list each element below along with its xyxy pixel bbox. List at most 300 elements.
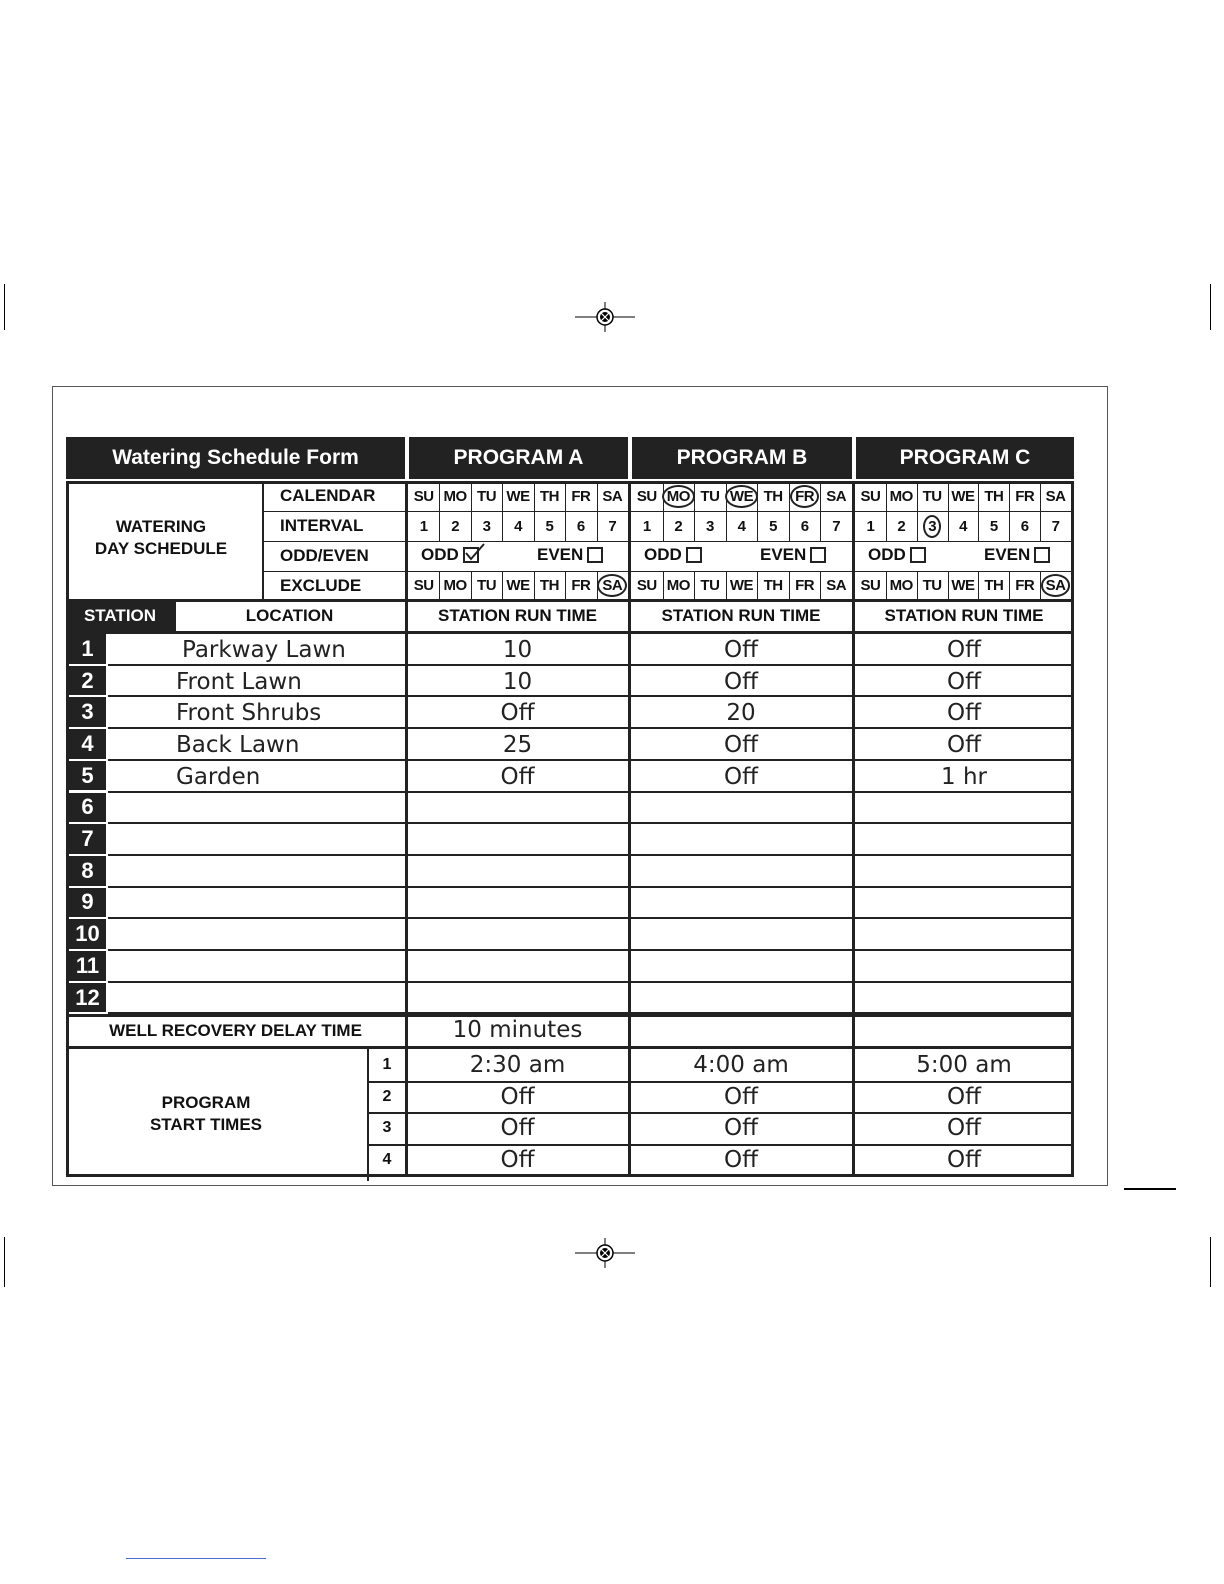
rule-line [663,512,664,541]
station-run-time[interactable] [631,793,851,825]
exclude-day-cell[interactable] [534,573,565,598]
calendar-day-cell[interactable] [1009,483,1040,510]
station-run-time[interactable]: Off [724,731,758,758]
day-label: MO [662,485,695,508]
interval-day-cell[interactable] [408,513,439,540]
interval-day-cell[interactable] [694,513,726,540]
crop-mark [4,284,5,330]
station-number: 5 [69,761,106,791]
calendar-day-cell[interactable] [565,483,596,510]
row-label-odd_even: ODD/EVEN [280,546,369,565]
station-run-time[interactable]: Off [947,731,981,758]
rule-line [789,572,790,599]
station-run-time[interactable] [408,919,627,951]
station-number: 12 [69,983,106,1013]
calendar-day-cell[interactable] [694,483,726,510]
interval-day-cell[interactable] [534,513,565,540]
exclude-day-cell[interactable] [948,573,979,598]
crop-mark [4,1237,5,1287]
station-number: 9 [69,888,106,918]
interval-day-cell[interactable] [917,513,948,540]
exclude-day-cell[interactable] [663,573,695,598]
calendar-day-cell[interactable] [439,483,470,510]
day-label: TH [763,577,783,594]
checkmark-icon [464,543,486,563]
day-label: SA [826,577,847,594]
rule-line [439,512,440,541]
day-label: FR [1015,577,1035,594]
day-label: 7 [1051,518,1060,535]
calendar-day-cell[interactable] [631,483,663,510]
station-run-time[interactable]: Off [724,636,758,663]
station-location[interactable]: Back Lawn [176,731,300,758]
rule-line [726,572,727,599]
odd-checkbox-checked[interactable] [463,547,479,563]
station-run-time[interactable] [631,919,851,951]
exclude-day-cell[interactable] [597,573,628,598]
interval-day-cell[interactable] [757,513,789,540]
crop-mark [1210,1237,1211,1287]
calendar-day-cell[interactable] [1040,483,1071,510]
interval-day-cell[interactable] [565,513,596,540]
watering-schedule-form [66,437,1074,1177]
rule-line [502,482,503,511]
rule-line [565,512,566,541]
calendar-day-cell[interactable] [597,483,628,510]
calendar-day-cell[interactable] [726,483,758,510]
rule-line [66,1174,1074,1177]
station-run-time[interactable] [631,951,851,983]
rule-line [597,482,598,511]
interval-day-cell[interactable] [471,513,502,540]
day-label: 5 [545,518,554,535]
rule-line [820,482,821,511]
station-run-time[interactable] [631,983,851,1015]
odd-label: ODD [644,545,682,564]
calendar-day-cell[interactable] [663,483,695,510]
station-number: 8 [69,856,106,886]
exclude-day-cell[interactable] [471,573,502,598]
day-label: SA [597,574,627,597]
station-run-time[interactable] [408,951,627,983]
day-label: MO [666,577,690,594]
day-label: 6 [576,518,585,535]
odd-label: ODD [421,545,459,564]
row-label-calendar: CALENDAR [280,486,376,505]
exclude-day-cell[interactable] [917,573,948,598]
rule-line [597,512,598,541]
well-recovery-value[interactable]: 10 minutes [452,1017,583,1044]
day-label: FR [571,577,591,594]
rule-line [502,512,503,541]
even-label: EVEN [537,545,584,564]
interval-day-cell[interactable] [948,513,979,540]
start-time-value[interactable]: Off [500,1115,535,1142]
day-label: 1 [419,518,428,535]
day-label: WE [506,577,530,594]
day-label: WE [951,488,975,505]
station-run-time[interactable] [408,888,627,920]
program-header: PROGRAM C [856,437,1074,479]
station-run-time[interactable] [631,856,851,888]
rule-line [1009,512,1010,541]
exclude-day-cell[interactable] [820,573,852,598]
station-run-time[interactable] [408,856,627,888]
start-time-value[interactable]: Off [947,1083,981,1110]
start-time-value[interactable]: Off [947,1146,981,1173]
station-location[interactable]: Garden [176,763,261,790]
odd-label: ODD [868,545,906,564]
rule-line [1040,512,1041,541]
day-label: 2 [897,518,906,535]
start-time-value[interactable]: Off [724,1146,758,1173]
registration-mark-icon [575,1238,635,1268]
station-location[interactable] [136,951,376,983]
day-label: MO [889,577,913,594]
day-label: WE [729,577,754,594]
calendar-day-cell[interactable] [408,483,439,510]
rule-line [471,572,472,599]
day-label: 2 [451,518,460,535]
rule-line [471,512,472,541]
odd-option[interactable] [421,545,479,565]
station-run-time[interactable]: 20 [726,700,756,727]
odd-option[interactable] [868,545,926,565]
well-recovery-value[interactable] [631,1014,851,1046]
rule-line [471,482,472,511]
station-run-time[interactable] [408,983,627,1015]
day-label: TU [477,577,497,594]
day-label: SA [826,488,847,505]
day-schedule-label: DAY SCHEDULE [94,539,228,558]
rule-line [917,512,918,541]
rule-line [597,572,598,599]
interval-day-cell[interactable] [855,513,886,540]
rule-line [978,572,979,599]
day-label: MO [443,577,467,594]
watering-label: WATERING [115,517,207,536]
header-gap [405,437,408,479]
station-run-time[interactable]: 25 [502,731,533,758]
exclude-day-cell[interactable] [1009,573,1040,598]
start-time-number: 2 [382,1087,392,1105]
exclude-day-cell[interactable] [789,573,821,598]
station-header: STATION [66,601,174,631]
station-run-time[interactable] [855,824,1073,856]
day-label: SA [602,488,623,505]
even-checkbox[interactable] [587,547,603,563]
header-gap [852,437,855,479]
header-gap [628,437,631,479]
day-label: 1 [642,518,651,535]
exclude-day-cell[interactable] [1040,573,1071,598]
day-label: 1 [866,518,875,535]
station-run-time[interactable]: Off [500,700,535,727]
day-label: 4 [959,518,967,535]
station-location[interactable] [136,793,376,825]
station-run-time[interactable] [855,951,1073,983]
start-time-value[interactable]: Off [500,1146,535,1173]
day-label: 4 [514,518,522,535]
station-number: 6 [69,793,106,823]
day-label: 2 [674,518,683,535]
rule-line [694,482,695,511]
day-label: TU [922,488,942,505]
rule-line [948,482,949,511]
day-label: TH [539,488,559,505]
exclude-day-cell[interactable] [631,573,663,598]
station-location[interactable]: Parkway Lawn [182,636,346,663]
interval-day-cell[interactable] [726,513,758,540]
day-label: WE [951,577,975,594]
day-label: 7 [832,518,841,535]
rule-line [789,482,790,511]
station-run-time[interactable] [855,919,1073,951]
station-location[interactable] [136,856,376,888]
day-label: FR [1015,488,1035,505]
row-label-interval: INTERVAL [280,516,364,535]
calendar-day-cell[interactable] [534,483,565,510]
location-header: LOCATION [245,606,334,625]
odd-option[interactable] [644,545,702,565]
exclude-day-cell[interactable] [886,573,917,598]
even-option[interactable] [760,545,826,565]
day-label: 3 [706,518,714,535]
even-checkbox[interactable] [810,547,826,563]
day-label: 5 [769,518,777,535]
calendar-day-cell[interactable] [789,483,821,510]
rule-line [694,512,695,541]
day-label: FR [790,485,819,508]
station-number: 10 [69,919,106,949]
rule-line [1009,572,1010,599]
rule-line [978,482,979,511]
calendar-day-cell[interactable] [948,483,979,510]
exclude-day-cell[interactable] [694,573,726,598]
station-location[interactable] [136,919,376,951]
rule-line [694,572,695,599]
exclude-day-cell[interactable] [439,573,470,598]
interval-day-cell[interactable] [789,513,821,540]
rule-line [886,572,887,599]
rule-line [1009,482,1010,511]
start-time-value[interactable]: 5:00 am [916,1052,1012,1079]
rule-line [757,482,758,511]
day-label: 3 [923,515,941,538]
day-label: 6 [1020,518,1029,535]
rule-line [726,482,727,511]
interval-day-cell[interactable] [978,513,1009,540]
rule-line [502,572,503,599]
interval-day-cell[interactable] [631,513,663,540]
rule-line [534,512,535,541]
station-run-time[interactable]: Off [724,668,758,695]
rule-line [439,572,440,599]
well-recovery-value[interactable] [855,1014,1073,1046]
day-label: 5 [989,518,998,535]
rule-line [757,512,758,541]
calendar-day-cell[interactable] [855,483,886,510]
day-label: MO [889,488,913,505]
rule-line [565,572,566,599]
rule-line [663,482,664,511]
even-option[interactable] [537,545,603,565]
day-label: WE [506,488,530,505]
station-run-time[interactable] [855,888,1073,920]
day-label: SU [860,577,881,594]
day-label: SA [1041,574,1071,597]
day-label: SU [636,577,657,594]
odd-checkbox[interactable] [910,547,926,563]
day-label: FR [795,577,815,594]
interval-day-cell[interactable] [502,513,533,540]
calendar-day-cell[interactable] [471,483,502,510]
day-label: MO [443,488,467,505]
interval-day-cell[interactable] [663,513,695,540]
rule-line [757,572,758,599]
start-time-value[interactable]: Off [500,1083,535,1110]
interval-day-cell[interactable] [1009,513,1040,540]
rule-line [917,572,918,599]
exclude-day-cell[interactable] [978,573,1009,598]
form-title: Watering Schedule Form [66,437,405,479]
interval-day-cell[interactable] [1040,513,1071,540]
start-time-value[interactable]: Off [947,1115,981,1142]
station-number: 11 [69,951,106,981]
rule-line [948,572,949,599]
even-label: EVEN [984,545,1031,564]
start-time-value[interactable]: 4:00 am [693,1052,789,1079]
even-option[interactable] [984,545,1050,565]
station-run-time[interactable] [855,793,1073,825]
station-run-time[interactable] [631,824,851,856]
station-run-time[interactable]: 10 [502,636,533,663]
rule-line [262,511,1074,512]
row-label-exclude: EXCLUDE [280,576,362,595]
day-label: 6 [800,518,809,535]
station-number: 1 [69,634,106,664]
station-location[interactable]: Front Lawn [176,668,302,695]
start-time-value[interactable]: 2:30 am [469,1052,566,1079]
calendar-day-cell[interactable] [917,483,948,510]
exclude-day-cell[interactable] [502,573,533,598]
start-time-number: 3 [382,1119,392,1137]
rule-line [534,572,535,599]
station-number: 2 [69,666,106,696]
station-run-time[interactable]: 1 hr [941,763,987,790]
exclude-day-cell[interactable] [726,573,758,598]
run-time-header: STATION RUN TIME [438,606,597,625]
station-number: 3 [69,697,106,727]
exclude-day-cell[interactable] [408,573,439,598]
exclude-day-cell[interactable] [565,573,596,598]
interval-day-cell[interactable] [439,513,470,540]
day-label: SA [1045,488,1066,505]
day-label: TH [539,577,559,594]
interval-day-cell[interactable] [597,513,628,540]
start-time-number: 4 [382,1150,392,1168]
station-run-time[interactable] [408,824,627,856]
station-location[interactable]: Front Shrubs [176,700,322,727]
rule-line [726,512,727,541]
rule-line [820,572,821,599]
station-location[interactable] [136,888,376,920]
start-time-value[interactable]: Off [724,1115,758,1142]
station-run-time[interactable]: Off [500,763,535,790]
day-label: TU [700,577,720,594]
calendar-day-cell[interactable] [886,483,917,510]
rule-line [886,482,887,511]
station-run-time[interactable] [855,856,1073,888]
program-header: PROGRAM B [632,437,852,479]
station-run-time[interactable]: Off [724,763,758,790]
day-label: TH [984,488,1004,505]
page-rule [1124,1188,1176,1190]
rule-line [663,572,664,599]
exclude-day-cell[interactable] [757,573,789,598]
program-header: PROGRAM A [409,437,628,479]
station-run-time[interactable]: Off [947,636,981,663]
even-checkbox[interactable] [1034,547,1050,563]
day-label: FR [571,488,591,505]
exclude-day-cell[interactable] [855,573,886,598]
station-run-time[interactable]: 10 [502,668,533,695]
start-times-label: PROGRAM [161,1093,251,1113]
calendar-day-cell[interactable] [820,483,852,510]
day-label: 4 [737,518,746,535]
interval-day-cell[interactable] [886,513,917,540]
crop-mark [1210,284,1211,330]
rule-line [565,482,566,511]
day-label: SU [413,488,434,505]
interval-day-cell[interactable] [820,513,852,540]
station-run-time[interactable] [408,793,627,825]
day-label: TU [477,488,497,505]
station-run-time[interactable] [855,983,1073,1015]
start-times-label: START TIMES [149,1115,263,1135]
station-number: 4 [69,729,106,759]
calendar-day-cell[interactable] [978,483,1009,510]
run-time-header: STATION RUN TIME [884,606,1044,625]
station-run-time[interactable]: Off [947,700,981,727]
rule-line [978,512,979,541]
station-run-time[interactable] [631,888,851,920]
rule-line [917,482,918,511]
rule-line [820,512,821,541]
rule-line [439,482,440,511]
day-label: SU [636,488,657,505]
day-label: TH [763,488,783,505]
day-label: SU [860,488,881,505]
footer-rule [126,1558,266,1559]
day-label: 3 [482,518,491,535]
station-run-time[interactable]: Off [947,668,981,695]
rule-line [1040,482,1041,511]
day-label: TH [984,577,1004,594]
rule-line [886,512,887,541]
run-time-header: STATION RUN TIME [661,606,821,625]
station-number: 7 [69,824,106,854]
day-label: WE [725,485,758,508]
station-location[interactable] [136,983,376,1015]
odd-checkbox[interactable] [686,547,702,563]
start-time-value[interactable]: Off [724,1083,758,1110]
calendar-day-cell[interactable] [757,483,789,510]
rule-line [534,482,535,511]
calendar-day-cell[interactable] [502,483,533,510]
station-location[interactable] [136,824,376,856]
start-time-number: 1 [382,1056,392,1074]
